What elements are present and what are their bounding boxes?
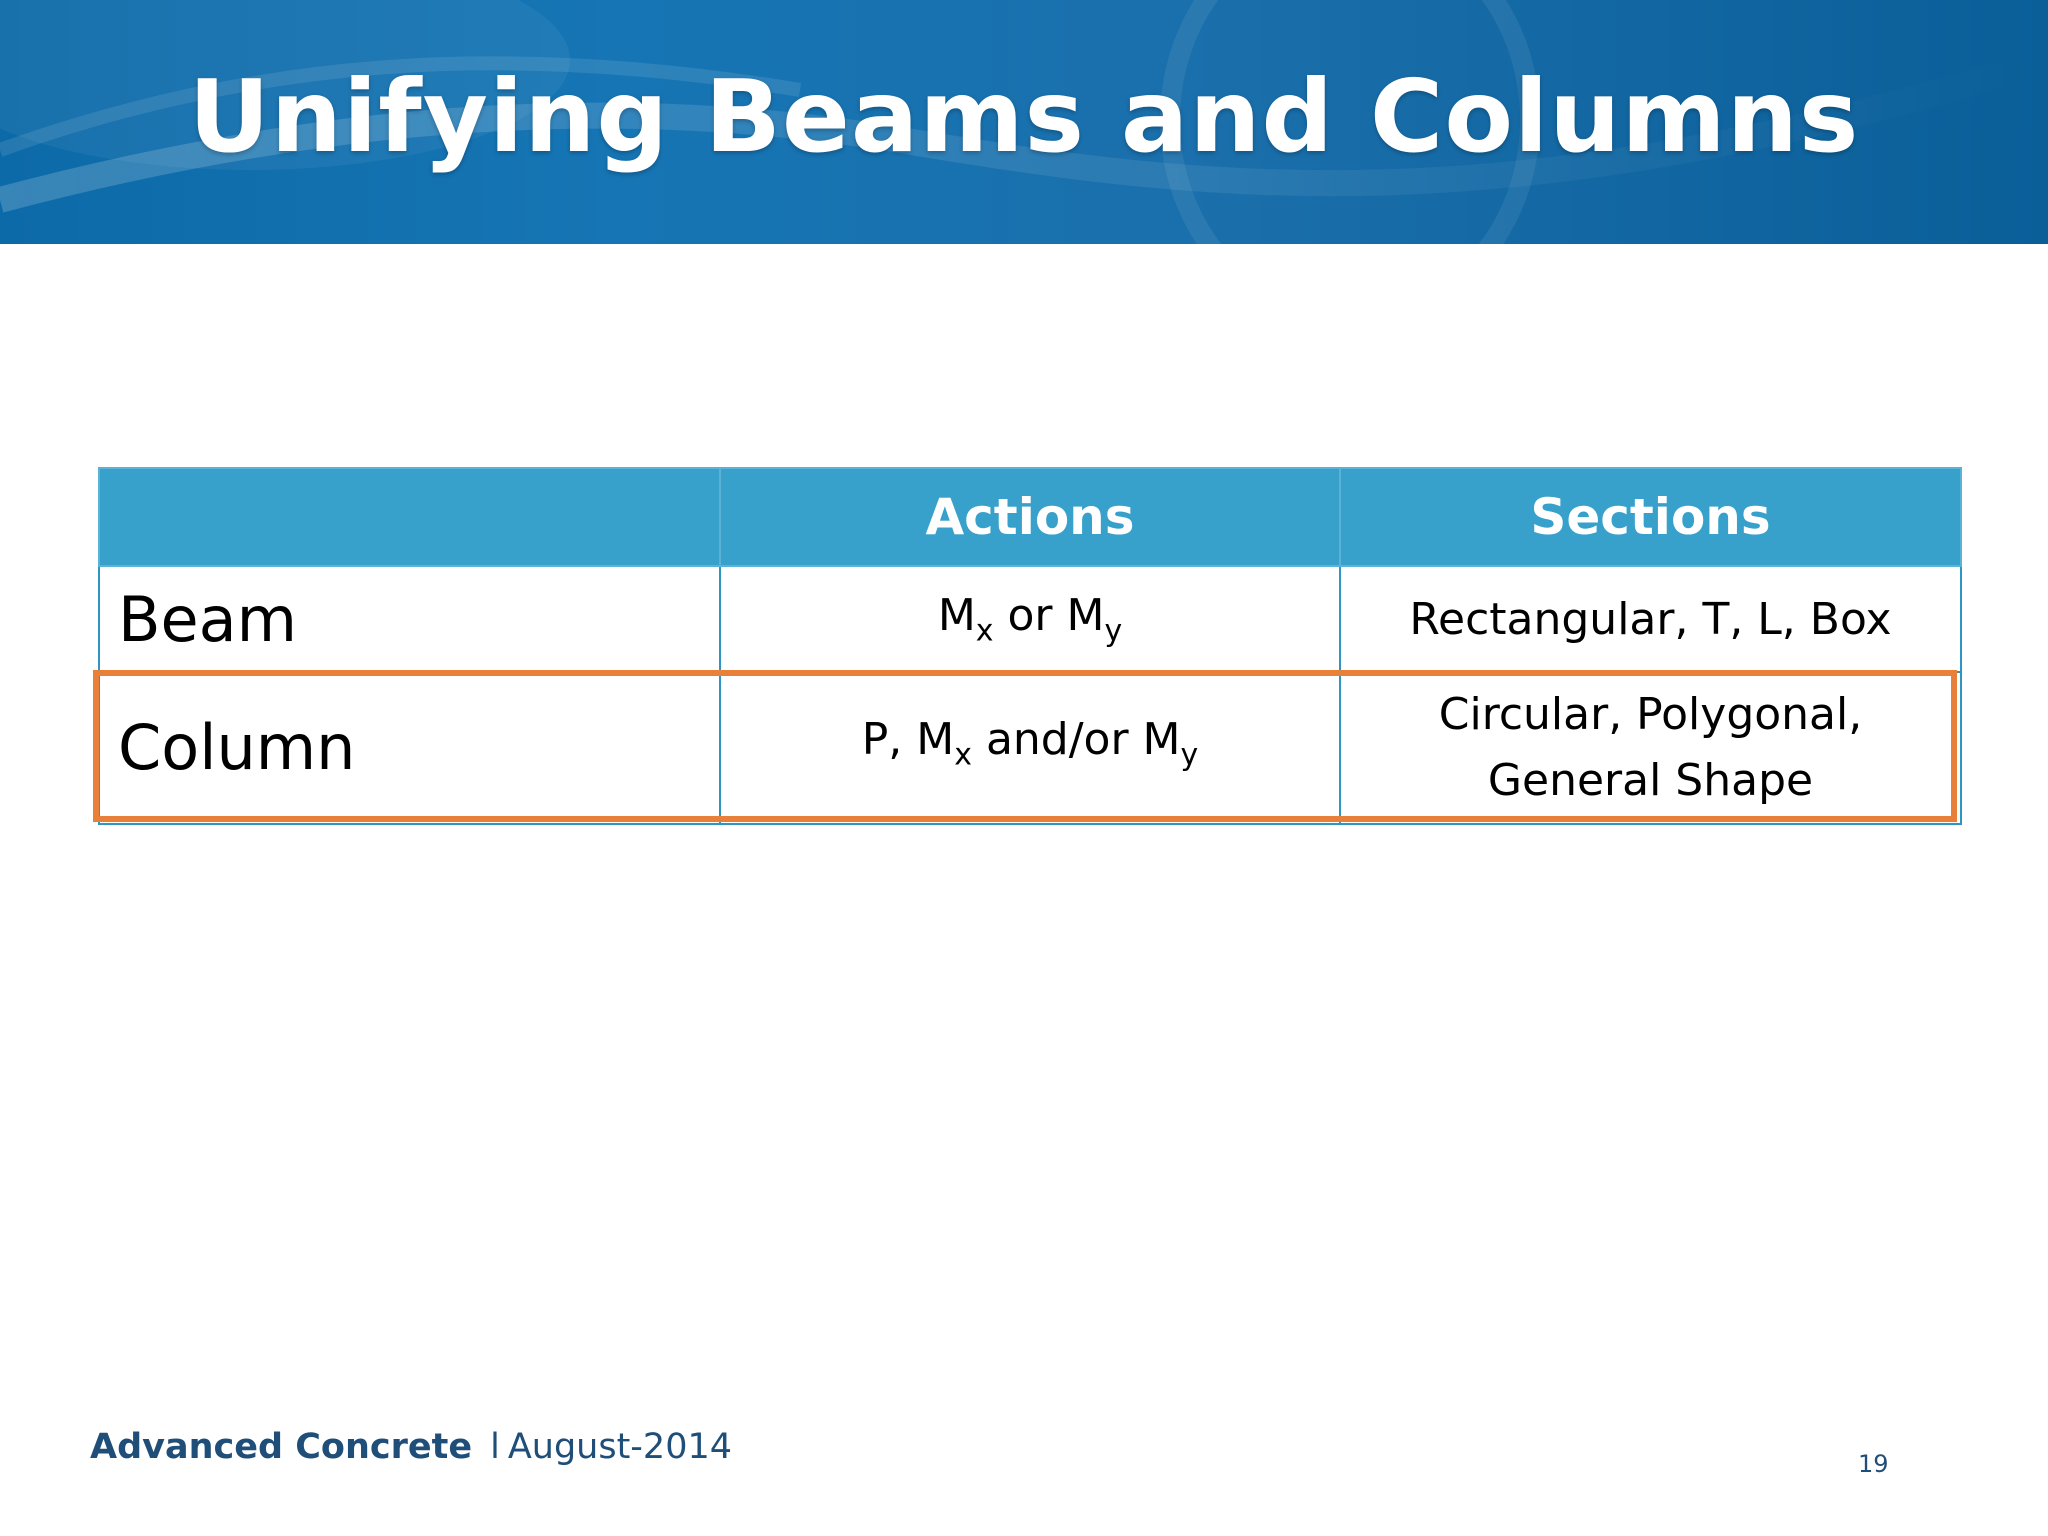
table-row-beam [99,566,1961,672]
sections-line-1: Circular, Polygonal, [1438,689,1863,740]
table-row-column [99,672,1961,824]
page-number: 19 [1858,1450,1889,1478]
header-cell-actions: Actions [720,468,1340,566]
footer-date: August-2014 [507,1427,732,1467]
row-label-beam: Beam [99,566,720,672]
sections-cell-column [1340,672,1961,824]
actions-cell-column: P, $M_x$ and/or $M_y$ [720,672,1340,824]
comparison-table [98,467,1962,825]
sections-cell-beam: Rectangular, T, L, Box [1340,566,1961,672]
header-cell-empty [99,468,720,566]
footer-separator: l [490,1427,500,1467]
title-banner [0,0,2048,244]
row-label-column: Column [99,672,720,824]
footer-brand [90,1427,732,1467]
table-header-row [99,468,1961,566]
slide-title: Unifying Beams and Columns [188,58,1860,175]
footer-brand-name: Advanced Concrete [90,1427,473,1467]
sections-line-2: General Shape [1487,755,1814,806]
actions-cell-beam: $M_x$ or $M_y$ [720,566,1340,672]
header-cell-sections: Sections [1340,468,1961,566]
